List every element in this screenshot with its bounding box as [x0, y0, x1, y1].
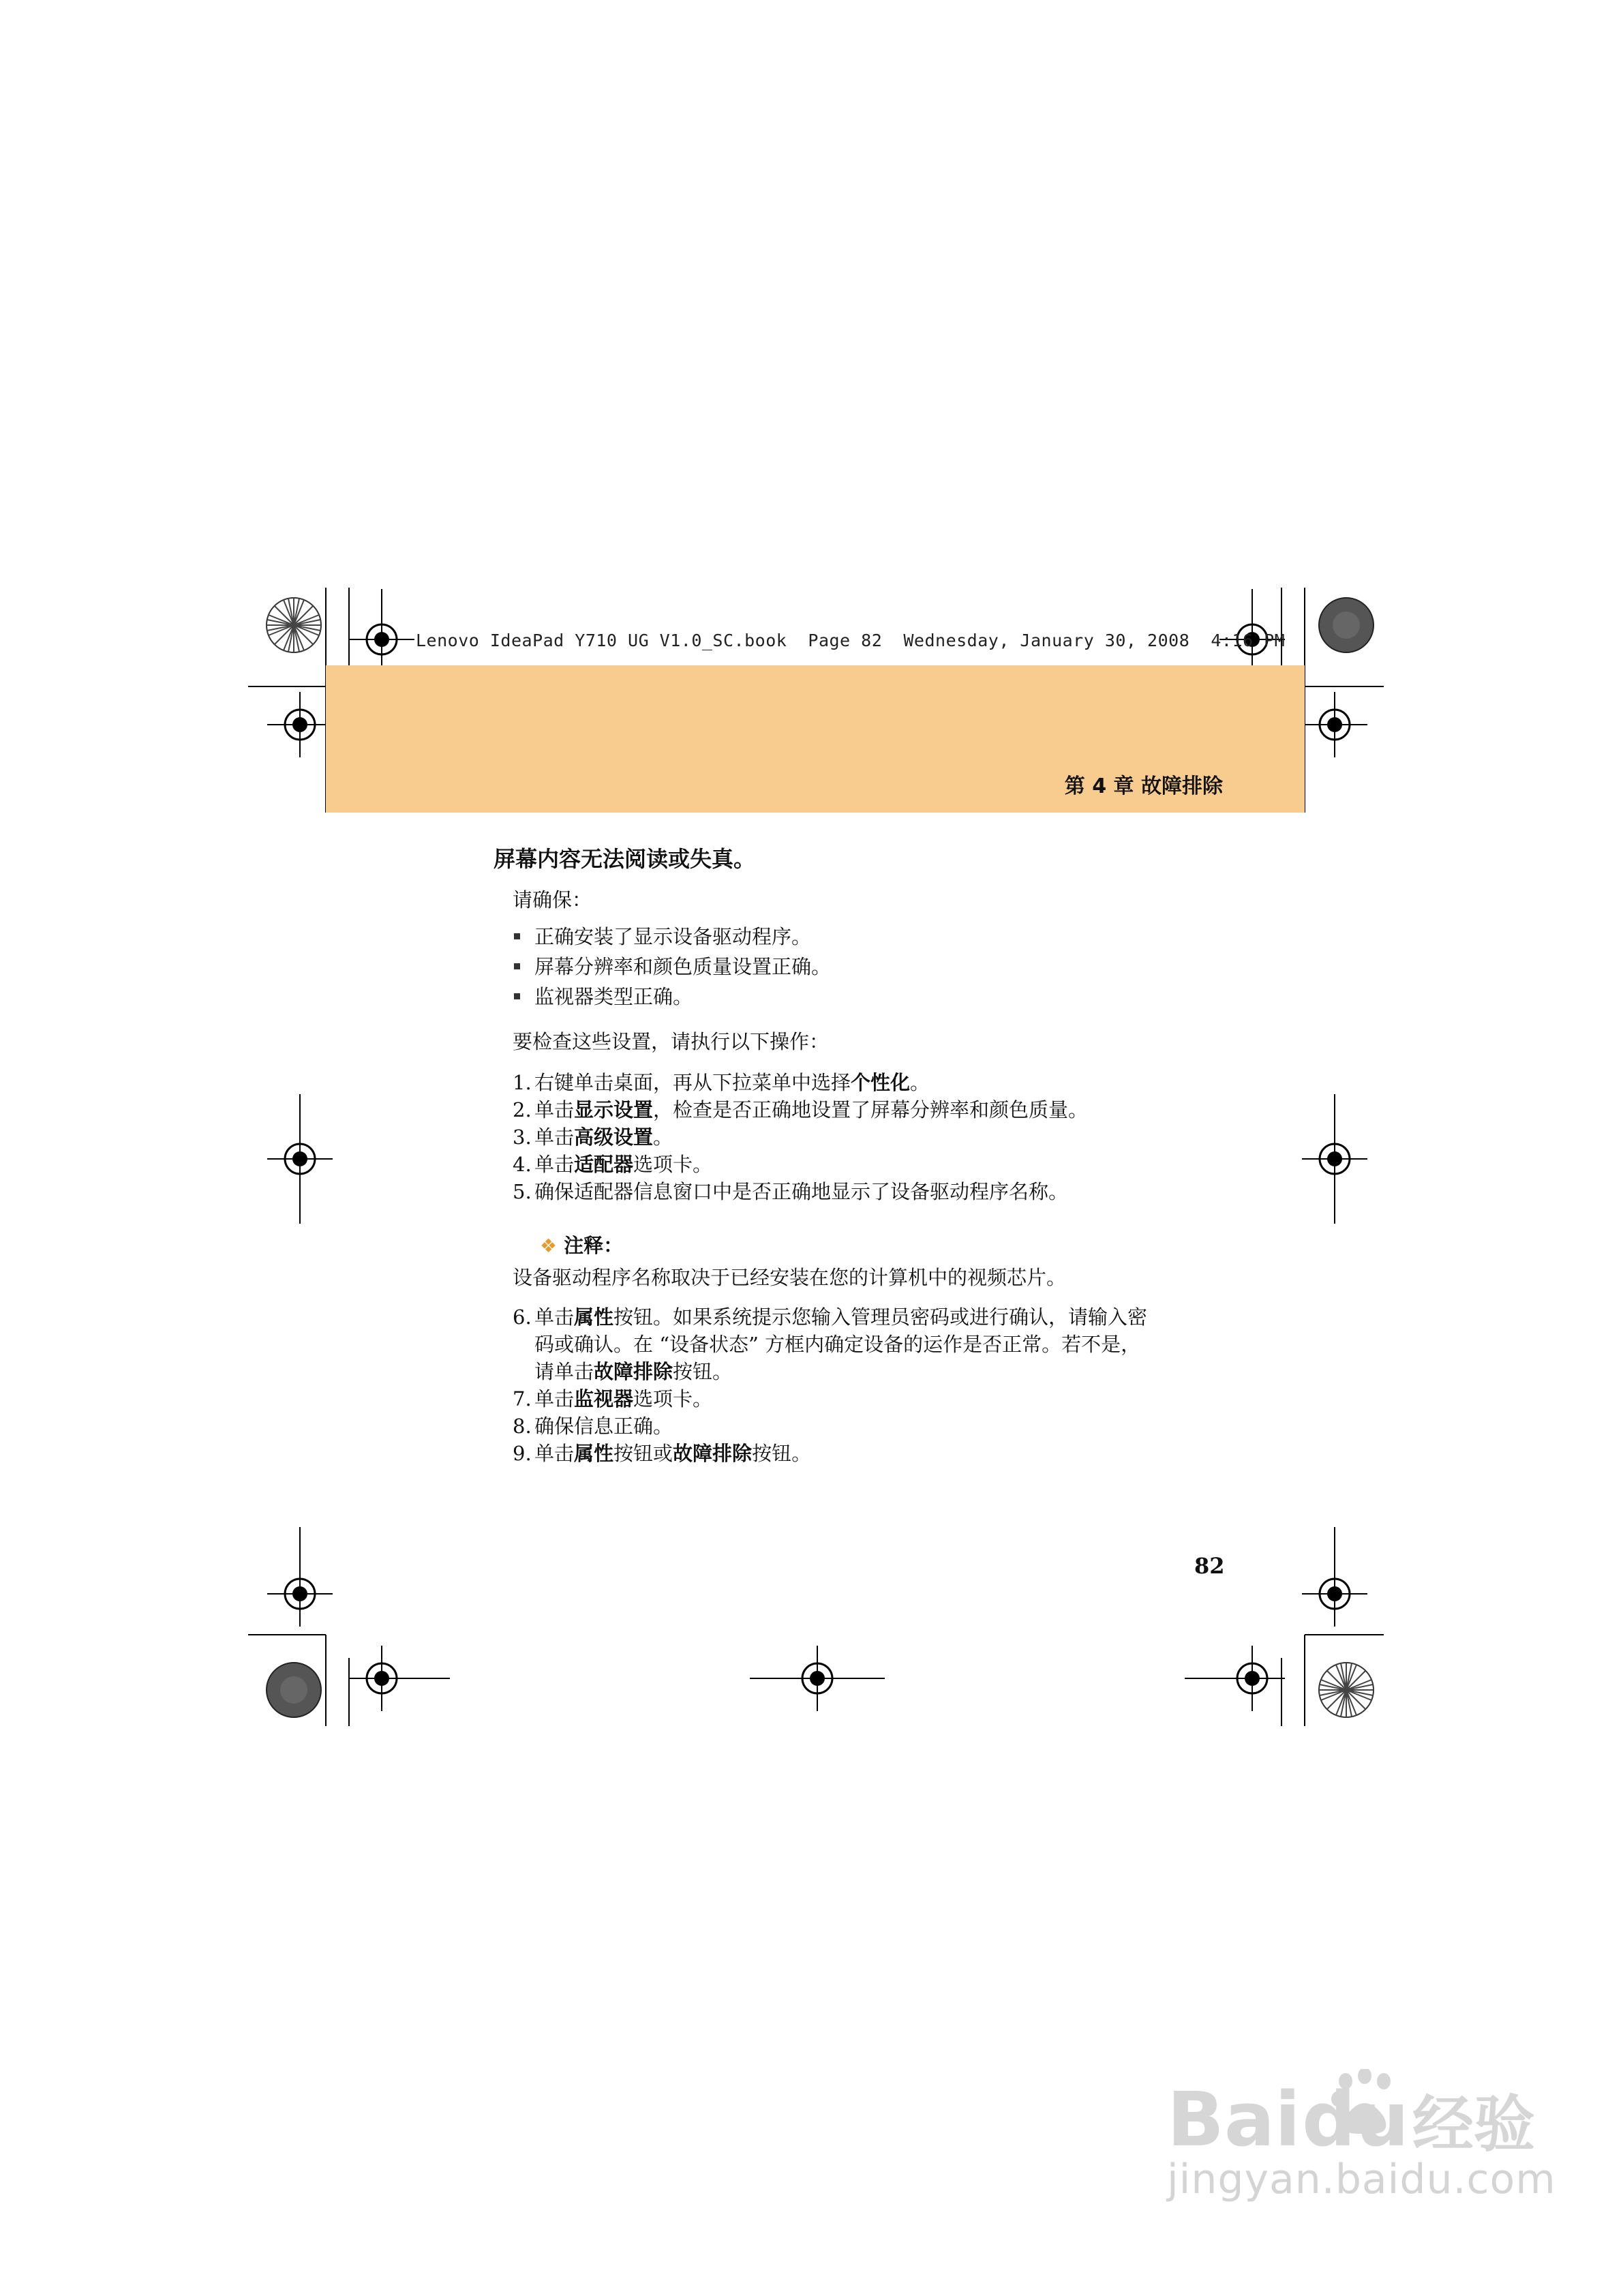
check-intro-text: 要检查这些设置，请执行以下操作：: [513, 1030, 830, 1053]
step-item: 2. 单击显示设置，检查是否正确地设置了屏幕分辨率和颜色质量。: [513, 1098, 1089, 1121]
requirement-list: [513, 922, 831, 1012]
disc-target-icon: [267, 1663, 321, 1717]
step-item: 8. 确保信息正确。: [513, 1415, 673, 1438]
star-target-icon: [1319, 1663, 1374, 1717]
svg-text:du: du: [1302, 2076, 1410, 2158]
registration-mark-icon: [1219, 1646, 1285, 1711]
step-item: 7. 单击监视器选项卡。: [513, 1387, 713, 1410]
steps-list-b: [513, 1303, 1243, 1467]
chapter-header-band: [326, 665, 1305, 813]
intro-text: 请确保：: [513, 888, 592, 911]
step-item: 4. 单击适配器选项卡。: [513, 1153, 713, 1176]
chapter-title: 第 4 章 故障排除: [1064, 774, 1223, 798]
registration-mark-icon: [267, 692, 333, 757]
page-number: 82: [1194, 1553, 1225, 1579]
step-item: 1. 右键单击桌面，再从下拉菜单中选择个性化。: [513, 1071, 930, 1094]
svg-text:经验: 经验: [1412, 2089, 1535, 2158]
registration-mark-icon: [1302, 692, 1367, 757]
steps-list-a: [513, 1069, 1243, 1205]
section-title: 屏幕内容无法阅读或失真。: [494, 846, 756, 872]
diamond-bullet-icon: ❖: [540, 1235, 558, 1257]
star-target-icon: [267, 598, 321, 652]
registration-mark-icon: [1302, 1561, 1367, 1627]
book-file-info: Lenovo IdeaPad Y710 UG V1.0_SC.book Page 82 Wednesday, January 30, 2008 4:16 PM: [416, 631, 1286, 650]
registration-mark-icon: [785, 1646, 850, 1711]
list-item: 监视器类型正确。: [513, 982, 831, 1012]
list-item: 屏幕分辨率和颜色质量设置正确。: [513, 952, 831, 982]
list-item: 正确安装了显示设备驱动程序。: [513, 922, 831, 952]
svg-text:Bai: Bai: [1167, 2076, 1301, 2158]
registration-mark-icon: [349, 1646, 414, 1711]
watermark-url: jingyan.baidu.com: [1167, 2156, 1556, 2203]
baidu-jingyan-logo: [1167, 2069, 1549, 2158]
step-item: 5. 确保适配器信息窗口中是否正确地显示了设备驱动程序名称。: [513, 1180, 1069, 1203]
step-item: 9. 单击属性按钮或故障排除按钮。: [513, 1442, 812, 1465]
disc-target-icon: [1319, 598, 1374, 652]
step-item: 6. 单击属性按钮。如果系统提示您输入管理员密码或进行确认，请输入密 码或确认。在 “设备状态” 方框内确定设备的运作是否正常。若不是， 请单击故障排除按钮。: [513, 1305, 1148, 1383]
note-text: 设备驱动程序名称取决于已经安装在您的计算机中的视频芯片。: [513, 1266, 1067, 1289]
registration-mark-icon: [267, 1561, 333, 1627]
note-heading: ❖ 注释：: [540, 1234, 624, 1257]
step-item: 3. 单击高级设置。: [513, 1126, 673, 1149]
registration-mark-icon: [349, 607, 414, 672]
